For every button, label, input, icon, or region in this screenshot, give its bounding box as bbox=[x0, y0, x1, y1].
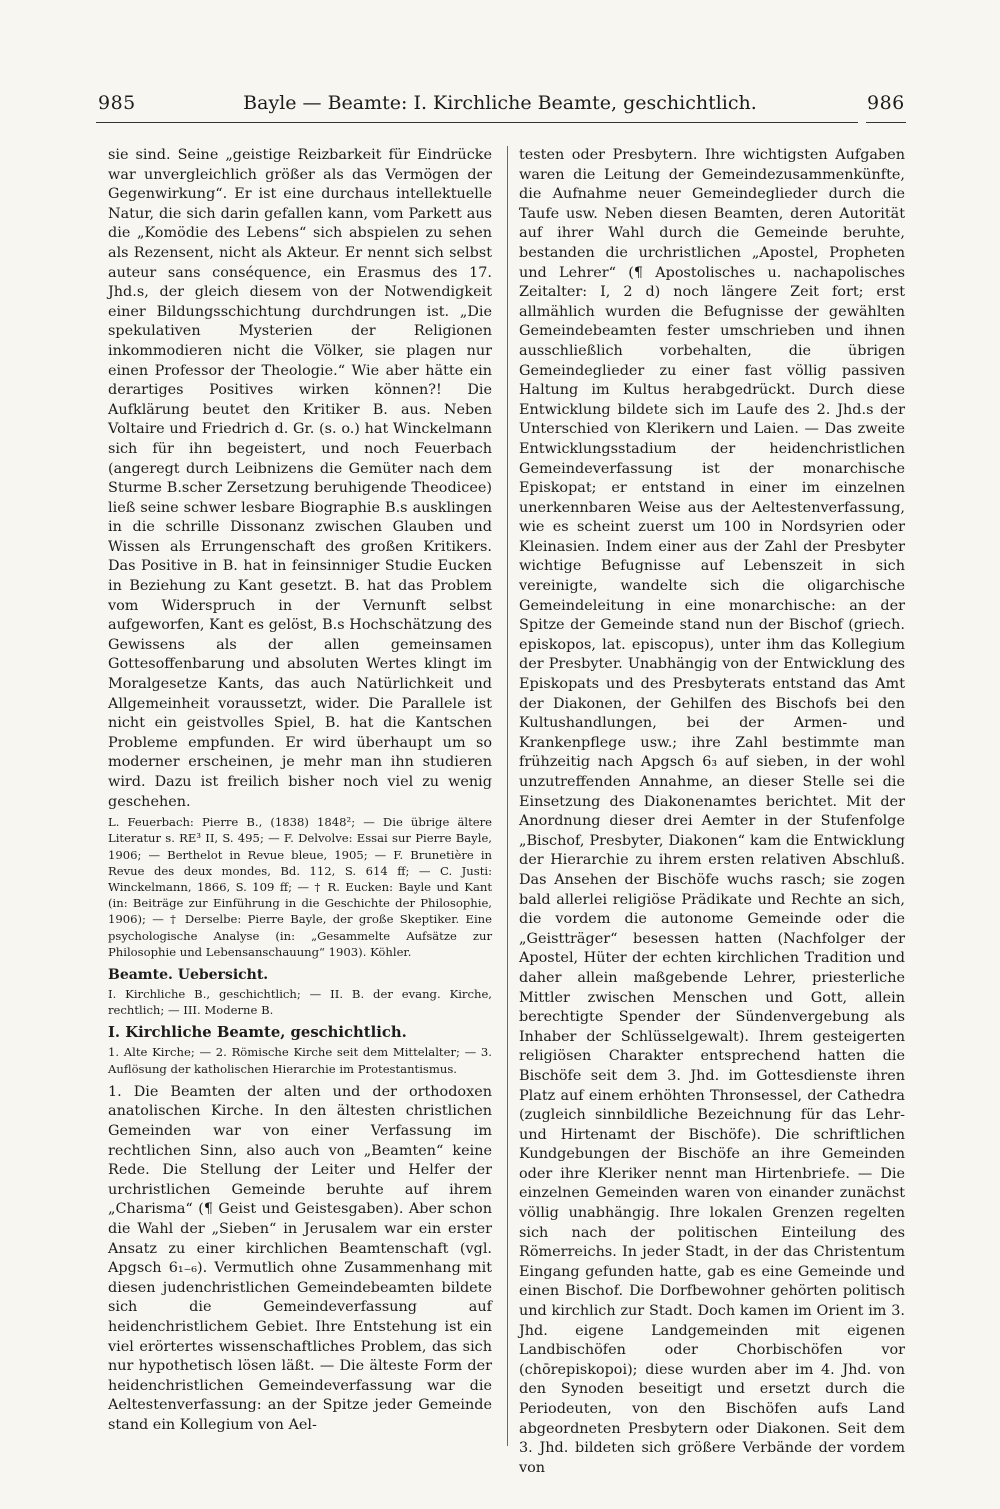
continued-paragraph: testen oder Presbytern. Ihre wichtigsten Aufgaben waren die Leitung der Gemeindezusammenkünfte, die Aufnahme neuer Gemeindeglieder durch die Taufe usw. Neben diesen Beamten, deren Autorität auf ihrer Wahl durch die Gemeinde beruhte, bestanden die urchristlichen „Apostel, Propheten und Lehrer“ (¶ Apostolisches u. nachapolisches Zeitalter: I, 2 d) noch längere Zeit fort; erst allmählich wurden die Befugnisse der gewählten Gemeindebeamten fester umschrieben und ihnen ausschließlich vorbehalten, die übrigen Gemeindeglieder zu einer fast völlig passiven Haltung im Kultus herabgedrückt. Durch diese Entwicklung bildete sich im Laufe des 2. Jhd.s der Unterschied von Klerikern und Laien. — Das zweite Entwicklungsstadium der heidenchristlichen Gemeindeverfassung ist der monarchische Episkopat; er entstand in einer im einzelnen unerkennbaren Weise aus der Aeltestenverfassung, wie es scheint zuerst um 100 in Nordsyrien oder Kleinasien. Indem einer aus der Zahl der Presbyter wichtige Befugnisse auf Lebenszeit in sich vereinigte, wandelte sich die oligarchische Gemeindeleitung in eine monarchische: an der Spitze der Gemeinde stand nun der Bischof (griech. episkopos, lat. episcopus), unter ihm das Kollegium der Presbyter. Unabhängig von der Entwicklung des Episkopats und des Presbyterats entstand das Amt der Diakonen, der Gehilfen des Bischofs bei den Kultushandlungen, bei der Armen- und Krankenpflege usw.; ihre Zahl bestimmte man frühzeitig nach Apgsch 6₃ auf sieben, in der wohl unzutreffenden Annahme, an dieser Stelle sei die Einsetzung des Diakonenamtes berichtet. Mit der Anordnung dieser drei Aemter in der Stufenfolge „Bischof, Presbyter, Diakonen“ kam die Entwicklung der Hierarchie zu ihrem ersten relativen Abschluß. Das Ansehen der Bischöfe wuchs rasch; sie zogen bald allerlei religiöse Prädikate und Rechte an sich, die vordem die autonome Gemeinde oder die „Geistträger“ besessen hatten (Nachfolger der Apostel, Hüter der echten kirchlichen Tradition und daher allein maßgebende Lehrer, priesterliche Mittler zwischen Menschen und Gott, allein berechtigte Spender der Sündenvergebung als Inhaber der Schlüsselgewalt). Ihrem gesteigerten religiösen Charakter entsprechend hatten die Bischöfe seit dem 3. Jhd. im Gottesdienste ihren Platz auf einem erhöhten Thronsessel, der Cathedra (zugleich sinnbildliche Bezeichnung für das Lehr- und Hirtenamt der Bischöfe). Die schriftlichen Kundgebungen der Bischöfe an ihre Gemeinden oder ihre Kleriker nennt man Hirtenbriefe. — Die einzelnen Gemeinden waren von einander zunächst völlig unabhängig. Ihre lokalen Grenzen regelten sich nach der politischen Einteilung des Römerreichs. In jeder Stadt, in der das Christentum Eingang gefunden hatte, gab es eine Gemeinde und einen Bischof. Die Dorfbewohner gehörten politisch und kirchlich zur Stadt. Doch kamen im Orient im 3. Jhd. eigene Landgemeinden mit eigenen Landbischöfen oder Chorbischöfen vor (chōrepiskopoi); diese wurden aber im 4. Jhd. von den Synoden beseitigt und ersetzt durch die Periodeuten, von den Bischöfen aufs Land abgeordneten Presbytern oder Diakonen. Seit dem 3. Jhd. bildeten sich größere Verbände der vordem von bbox=[519, 147, 905, 1476]
right-column bbox=[519, 146, 905, 1478]
overview-heading: Beamte. Uebersicht. bbox=[108, 967, 269, 984]
column-divider bbox=[507, 146, 508, 1446]
section-subtitle: 1. Alte Kirche; — 2. Römische Kirche seit dem Mittelalter; — 3. Auflösung der katholischen Hierarchie im Protestantismus. bbox=[108, 1045, 492, 1076]
section-heading: I. Kirchliche Beamte, geschichtlich. bbox=[108, 1024, 407, 1042]
bayle-paragraph: sie sind. Seine „geistige Reizbarkeit für Eindrücke war unvergleichlich größer als das Vermögen der Gegenwirkung“. Er ist eine durchaus intellektuelle Natur, die sich darin gefallen kann, vom Parkett aus die „Komödie des Lebens“ sich abspielen zu sehen als Rezensent, nicht als Akteur. Er nennt sich selbst auteur sans conséquence, ein Erasmus des 17. Jhd.s, der gleich diesem von der Notwendigkeit einer Bildungsschichtung durchdrungen ist. „Die spekulativen Mysterien der Religionen inkommodieren nicht die Völker, sie plagen nur einen Professor der Theologie.“ Wie aber hätte ein derartiges Positives wirken können?! Die Aufklärung beutet den Kritiker B. aus. Neben Voltaire und Friedrich d. Gr. (s. o.) hat Winckelmann sich für ihn begeistert, und noch Feuerbach (angeregt durch Leibnizens die Gemüter nach dem Sturme B.scher Zersetzung beruhigende Theodicee) ließ seine schwer lesbare Biographie B.s ausklingen in die schrille Dissonanz zwischen Glauben und Wissen als Errungenschaft des großen Kritikers. Das Positive in B. hat in feinsinniger Studie Eucken in Beziehung zu Kant gesetzt. B. hat das Problem vom Widerspruch in der Vernunft selbst aufgeworfen, Kant es gelöst, B.s Hochschätzung des Gewissens als der allen gemeinsamen Gottesoffenbarung und absoluten Wertes klingt im Moralgesetze Kants, das auch Natürlichkeit und Allgemeinheit voraussetzt, wider. Die Parallele ist nicht ein geistvolles Spiel, B. hat die Kantschen Probleme empfunden. Er wird überhaupt um so moderner erscheinen, je mehr man ihn studieren wird. Dazu ist freilich bisher noch viel zu wenig geschehen. bbox=[108, 147, 492, 810]
page-number-left: 985 bbox=[98, 92, 136, 114]
header-rule bbox=[96, 122, 858, 123]
running-header: Bayle — Beamte: I. Kirchliche Beamte, geschichtlich. bbox=[243, 92, 757, 114]
page-number-right: 986 bbox=[867, 92, 905, 114]
section-paragraph: 1. Die Beamten der alten und der orthodoxen anatolischen Kirche. In den ältesten christlichen Gemeinden war von einer Verfassung im rechtlichen Sinn, also auch von „Beamten“ keine Rede. Die Stellung der Leiter und Helfer der urchristlichen Gemeinde beruhte auf ihrem „Charisma“ (¶ Geist und Geistesgaben). Aber schon die Wahl der „Sieben“ in Jerusalem war ein erster Ansatz zu einer kirchlichen Beamtenschaft (vgl. Apgsch 6₁₋₆). Vermutlich ohne Zusammenhang mit diesen judenchristlichen Gemeindebeamten bildete sich die Gemeindeverfassung auf heidenchristlichem Gebiet. Ihre Entstehung ist ein viel erörtertes wissenschaftliches Problem, das sich nur hypothetisch lösen läßt. — Die älteste Form der heidenchristlichen Gemeindeverfassung war die Aeltestenverfassung: an der Spitze jeder Gemeinde stand ein Kollegium von Ael- bbox=[108, 1083, 492, 1433]
literature-references: L. Feuerbach: Pierre B., (1838) 1848²; — Die übrige ältere Literatur s. RE³ II, S. 495; — F. Delvolve: Essai sur Pierre Bayle, 1906; — Berthelot in Revue bleue, 1905; — F. Brunetière in Revue des deux mondes, Bd. 112, S. 614 ff; — C. Justi: Winckelmann, 1866, S. 109 ff; — † R. Eucken: Bayle und Kant (in: Beiträge zur Einführung in die Geschichte der Philosophie, 1906); — † Derselbe: Pierre Bayle, der große Skeptiker. Eine psychologische Analyse (in: „Gesammelte Aufsätze zur Philosophie und Lebensanschauung“ 1903). Köhler. bbox=[108, 815, 492, 959]
header-rule-right bbox=[866, 122, 906, 123]
overview-text: I. Kirchliche B., geschichtlich; — II. B. der evang. Kirche, rechtlich; — III. Moderne B. bbox=[108, 987, 492, 1018]
left-column bbox=[108, 146, 492, 1436]
